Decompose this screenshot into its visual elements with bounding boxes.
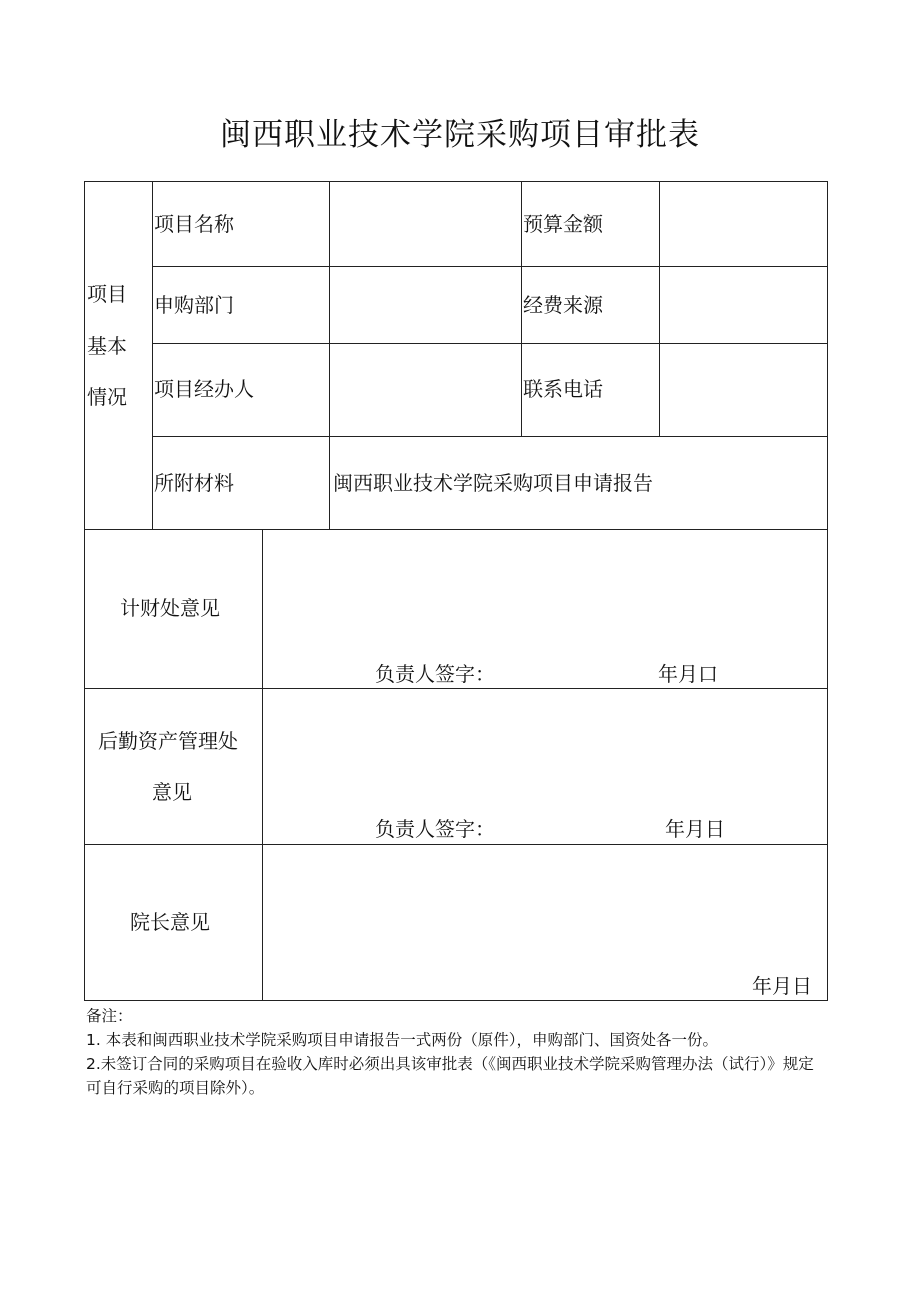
basic-info-divider bbox=[152, 181, 153, 529]
notes-section bbox=[86, 1004, 826, 1100]
section-divider-finance bbox=[84, 688, 828, 689]
second-value-divider bbox=[659, 181, 660, 437]
basic-info-label-line-1: 项目 bbox=[87, 282, 127, 306]
logistics-office-opinion-label-line-1: 后勤资产管理处 bbox=[98, 729, 238, 753]
project-name-label: 项目名称 bbox=[154, 212, 234, 236]
label-value-divider bbox=[329, 181, 330, 529]
section-divider-logistics bbox=[84, 844, 828, 845]
logistics-office-opinion-label-line-2: 意见 bbox=[152, 780, 192, 804]
row-divider-1 bbox=[152, 266, 828, 267]
second-label-divider bbox=[521, 181, 522, 437]
contact-phone-label: 联系电话 bbox=[523, 377, 603, 401]
table-border-top bbox=[84, 181, 828, 182]
notes-heading: 备注： bbox=[86, 1007, 133, 1025]
row-divider-2 bbox=[152, 343, 828, 344]
purchasing-department-label: 申购部门 bbox=[154, 293, 234, 317]
page-title: 闽西职业技术学院采购项目审批表 bbox=[220, 116, 700, 153]
approval-form-table bbox=[84, 181, 828, 1001]
finance-office-date-label: 年月口 bbox=[658, 662, 718, 686]
basic-info-label-line-3: 情况 bbox=[87, 385, 127, 409]
funding-source-label: 经费来源 bbox=[523, 293, 603, 317]
table-border-bottom bbox=[84, 1000, 828, 1001]
basic-info-label-line-2: 基本 bbox=[87, 334, 127, 358]
note-item-1: 1. 本表和闽西职业技术学院采购项目申请报告一式两份（原件），申购部门、国资处各一份。 bbox=[86, 1031, 718, 1049]
president-opinion-label: 院长意见 bbox=[130, 910, 210, 934]
logistics-office-signature-label: 负责人签字： bbox=[375, 817, 495, 841]
attachments-value: 闽西职业技术学院采购项目申请报告 bbox=[333, 471, 653, 495]
table-border-left bbox=[84, 181, 85, 1001]
president-date-label: 年月日 bbox=[752, 974, 812, 998]
logistics-office-date-label: 年月日 bbox=[665, 817, 725, 841]
attachments-label: 所附材料 bbox=[154, 471, 234, 495]
finance-office-signature-label: 负责人签字： bbox=[375, 662, 495, 686]
section-divider-basic bbox=[84, 529, 828, 530]
finance-office-opinion-label: 计财处意见 bbox=[120, 596, 220, 620]
opinion-label-divider bbox=[262, 529, 263, 1001]
row-divider-3 bbox=[152, 436, 828, 437]
budget-amount-label: 预算金额 bbox=[523, 212, 603, 236]
note-item-2: 2.未签订合同的采购项目在验收入库时必须出具该审批表（《闽西职业技术学院采购管理办法（试行）》规定可自行采购的项目除外）。 bbox=[86, 1055, 814, 1097]
table-border-right bbox=[827, 181, 828, 1001]
project-handler-label: 项目经办人 bbox=[154, 377, 254, 401]
